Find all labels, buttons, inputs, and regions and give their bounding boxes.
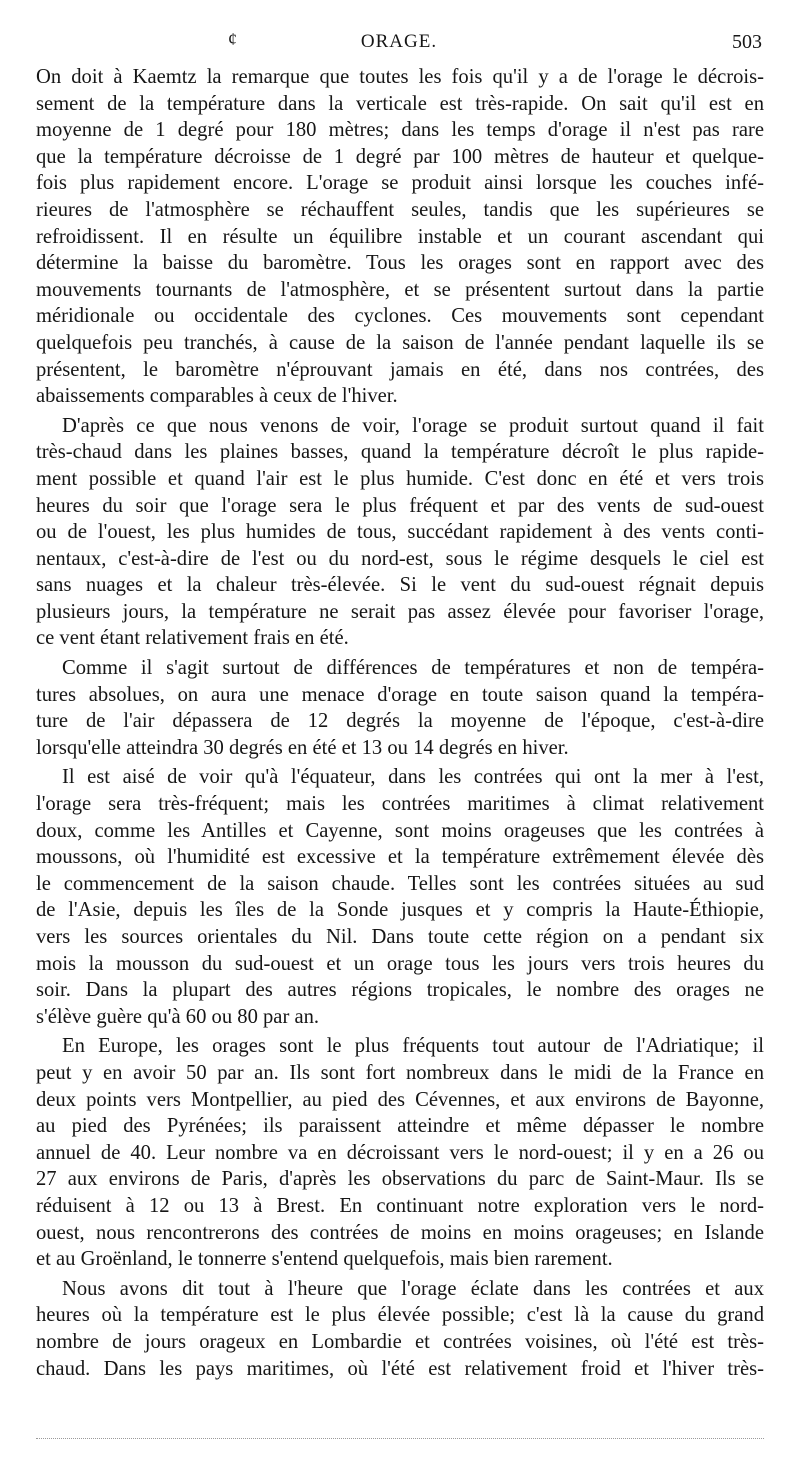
text-line: 27 aux environs de Paris, d'après les observations du parc de Saint-Maur. Ils se	[36, 1168, 764, 1191]
text-line: moyenne de 1 degré pour 180 mètres; dans les temps d'orage il n'est pas rare	[36, 119, 764, 142]
text-line: au pied des Pyrénées; ils paraissent atteindre et même dépasser le nombre	[36, 1115, 764, 1138]
text-line: ouest, nous rencontrerons des contrées de moins en moins orageuses; en Islande	[36, 1221, 764, 1244]
text-line: soir. Dans la plupart des autres régions tropicales, le nombre des orages ne	[36, 979, 764, 1002]
bottom-bleed-through	[36, 1438, 764, 1439]
text-line: nentaux, c'est-à-dire de l'est ou du nord-est, sous le régime desquels le ciel est	[36, 547, 764, 570]
text-line: doux, comme les Antilles et Cayenne, sont moins orageuses que les contrées à	[36, 819, 764, 842]
text-line: tures absolues, on aura une menace d'orage en toute saison quand la tempéra-	[36, 683, 764, 706]
text-line: abaissements comparables à ceux de l'hiver.	[36, 385, 398, 408]
text-line: chaud. Dans les pays maritimes, où l'été est relativement froid et l'hiver très-	[36, 1357, 764, 1380]
text-line: fois plus rapidement encore. L'orage se produit ainsi lorsque les couches infé-	[36, 172, 764, 195]
text-line: nombre de jours orageux en Lombardie et contrées voisines, où l'été est très-	[36, 1330, 764, 1353]
text-line: heures où la température est le plus élevée possible; c'est là la cause du grand	[36, 1304, 764, 1327]
text-line: détermine la baisse du baromètre. Tous les orages sont en rapport avec des	[36, 252, 764, 275]
body-text	[36, 64, 764, 1382]
running-header	[36, 28, 762, 56]
text-line: annuel de 40. Leur nombre va en décroissant vers le nord-ouest; il y en a 26 ou	[36, 1141, 764, 1164]
text-line: mouvements tournants de l'atmosphère, et se présentent surtout dans la partie	[36, 278, 764, 301]
text-line: deux points vers Montpellier, au pied des Cévennes, et aux environs de Bayonne,	[36, 1088, 764, 1111]
text-line: de l'Asie, depuis les îles de la Sonde jusques et y compris la Haute-Éthiopie,	[36, 899, 764, 922]
text-line: sement de la température dans la verticale est très-rapide. On sait qu'il est en	[36, 92, 764, 115]
text-line: ou de l'ouest, les plus humides de tous, succédant rapidement à des vents conti-	[36, 521, 764, 544]
running-title: ORAGE.	[360, 31, 438, 52]
text-line: plusieurs jours, la température ne serait pas assez élevée pour favoriser l'orage,	[36, 600, 764, 623]
text-line: et au Groënland, le tonnerre s'entend quelquefois, mais bien rarement.	[36, 1248, 613, 1271]
text-line: vers les sources orientales du Nil. Dans toute cette région on a pendant six	[36, 926, 764, 948]
text-line: Nous avons dit tout à l'heure que l'orage éclate dans les contrées et aux	[62, 1277, 764, 1300]
text-line: que la température décroisse de 1 degré par 100 mètres de hauteur et quelque-	[36, 145, 764, 168]
text-line: Comme il s'agit surtout de différences de températures et non de tempéra-	[62, 657, 764, 680]
text-line: méridionale ou occidentale des cyclones. Ces mouvements sont cependant	[36, 305, 764, 328]
text-line: Il est aisé de voir qu'à l'équateur, dans les contrées qui ont la mer à l'est,	[62, 766, 764, 789]
text-line: rieures de l'atmosphère se réchauffent seules, tandis que les supérieures se	[36, 198, 764, 221]
text-line: En Europe, les orages sont le plus fréquents tout autour de l'Adriatique; il	[62, 1035, 764, 1058]
text-line: lorsqu'elle atteindra 30 degrés en été et 13 ou 14 degrés en hiver.	[36, 736, 569, 759]
text-line: moussons, où l'humidité est excessive et la température extrêmement élevée dès	[36, 846, 764, 869]
text-line: quelquefois peu tranchés, à cause de la saison de l'année pendant laquelle ils se	[36, 331, 764, 354]
text-line: le commencement de la saison chaude. Telles sont les contrées situées au sud	[36, 872, 764, 895]
text-line: peut y en avoir 50 par an. Ils sont fort nombreux dans le midi de la France en	[36, 1061, 764, 1084]
text-line: sans nuages et la chaleur très-élevée. Si le vent du sud-ouest régnait depuis	[36, 574, 764, 597]
text-line: heures du soir que l'orage sera le plus fréquent et par des vents de sud-ouest	[36, 494, 764, 517]
text-line: ce vent étant relativement frais en été.	[36, 627, 349, 650]
text-line: ture de l'air dépassera de 12 degrés la moyenne de l'époque, c'est-à-dire	[36, 710, 764, 733]
text-line: On doit à Kaemtz la remarque que toutes les fois qu'il y a de l'orage le décrois-	[36, 66, 764, 88]
text-line: ment possible et quand l'air est le plus humide. C'est donc en été et vers trois	[36, 467, 764, 490]
ornament-mark: ¢	[228, 29, 237, 49]
text-line: s'élève guère qu'à 60 ou 80 par an.	[36, 1005, 320, 1028]
text-line: l'orage sera très-fréquent; mais les contrées maritimes à climat relativement	[36, 793, 764, 816]
text-line: mois la mousson du sud-ouest et un orage tous les jours vers trois heures du	[36, 952, 764, 975]
text-line: présentent, le baromètre n'éprouvant jamais en été, dans nos contrées, des	[36, 358, 764, 381]
text-line: très-chaud dans les plaines basses, quand la température décroît le plus rapide-	[36, 441, 764, 464]
text-line: D'après ce que nous venons de voir, l'orage se produit surtout quand il fait	[62, 414, 764, 437]
page-number: 503	[732, 31, 762, 53]
text-line: refroidissent. Il en résulte un équilibre instable et un courant ascendant qui	[36, 225, 764, 248]
text-line: réduisent à 12 ou 13 à Brest. En continuant notre exploration vers le nord-	[36, 1194, 764, 1217]
